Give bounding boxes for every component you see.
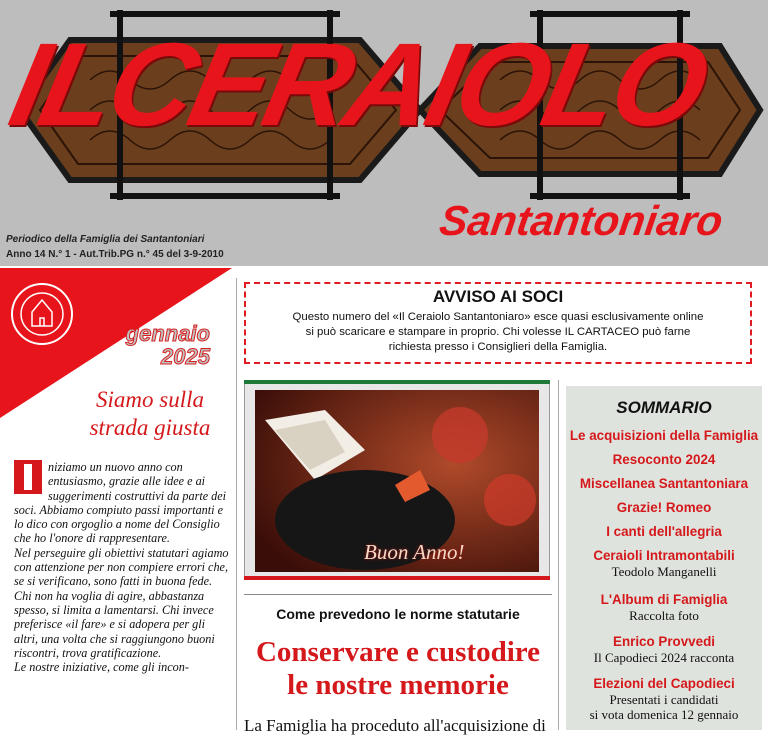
- left-article-body: [14, 460, 232, 674]
- sommario-item[interactable]: Grazie! Romeo: [616, 500, 712, 515]
- issue-month: gennaio: [125, 321, 210, 346]
- avviso-box: [244, 282, 752, 364]
- issue-date: [118, 322, 210, 368]
- sommario-item[interactable]: Le acquisizioni della Famiglia: [569, 428, 759, 443]
- sommario-item[interactable]: Ceraioli Intramontabili Teodolo Manganelli: [593, 548, 735, 579]
- photo-caption: Buon Anno!: [364, 540, 465, 564]
- newspaper-logo: ILCERAIOLO: [0, 19, 716, 151]
- sommario-box: [566, 386, 762, 730]
- sommario-item[interactable]: Resoconto 2024: [612, 452, 716, 467]
- frame-red-stripe: [244, 576, 550, 580]
- frame-green-stripe: [244, 380, 550, 384]
- sommario-item[interactable]: Miscellanea Santantoniara: [579, 476, 749, 491]
- left-paragraph: Le nostre iniziative, come gli incon-: [14, 660, 189, 675]
- column-divider: [558, 380, 559, 730]
- issue-year: 2025: [161, 344, 210, 370]
- periodico-line: Periodico della Famiglia dei Santantoniari: [6, 234, 205, 245]
- avviso-text: Questo numero del «Il Ceraiolo Santantoniaro» esce quasi esclusivamente online si può scaricare e stampare in proprio. Chi volesse IL CARTACEO può farne richiesta presso i Consiglieri della Famiglia.: [292, 311, 704, 353]
- left-article-headline: Siamo sulla strada giusta: [89, 387, 211, 440]
- left-paragraph: niziamo un nuovo anno con entusiasmo, grazie alle idee e ai suggerimenti costruttivi da parte dei soci. Abbiamo compiuto passi importanti e lo dico con orgoglio a nome del Consiglio che ho l'onore di rappresentare.: [14, 460, 227, 546]
- left-paragraph: Chi non ha voglia di agire, abbastanza spesso, si limita a lamentarsi. Chi invece preferisce «il fare» e si adopera per gli altri, una volta che si raggiungono buoni riscontri, trova gratificazione.: [14, 588, 215, 660]
- dropcap-i: [14, 460, 42, 494]
- masthead: [0, 0, 768, 266]
- center-article-kicker: Come prevedono le norme statutarie: [276, 606, 520, 622]
- sommario-item[interactable]: I canti dell'allegria: [606, 524, 722, 539]
- sommario-item[interactable]: L'Album di Famiglia Raccolta foto: [600, 592, 728, 623]
- avviso-title: AVVISO AI SOCI: [432, 287, 564, 306]
- sommario-item[interactable]: Elezioni del Capodieci Presentati i candidati si vota domenica 12 gennaio: [589, 676, 739, 722]
- newspaper-subtitle: Santantoniaro: [436, 197, 726, 244]
- registration-line: Anno 14 N.° 1 - Aut.Trib.PG n.° 45 del 3-9-2010: [6, 249, 224, 260]
- divider: [244, 594, 552, 595]
- center-article-body: La Famiglia ha proceduto all'acquisizione di: [244, 716, 546, 735]
- sommario-item[interactable]: Enrico Provvedi Il Capodieci 2024 racconta: [593, 634, 735, 665]
- center-article-headline: Conservare e custodire le nostre memorie: [255, 636, 541, 701]
- column-divider: [236, 278, 237, 730]
- left-paragraph: Nel perseguire gli obiettivi statutari agiamo con attenzione per non compiere errori che, se si verificano, sono fatti in buona fede.: [14, 545, 229, 589]
- family-seal-icon: [10, 282, 74, 346]
- sommario-title: SOMMARIO: [616, 398, 712, 417]
